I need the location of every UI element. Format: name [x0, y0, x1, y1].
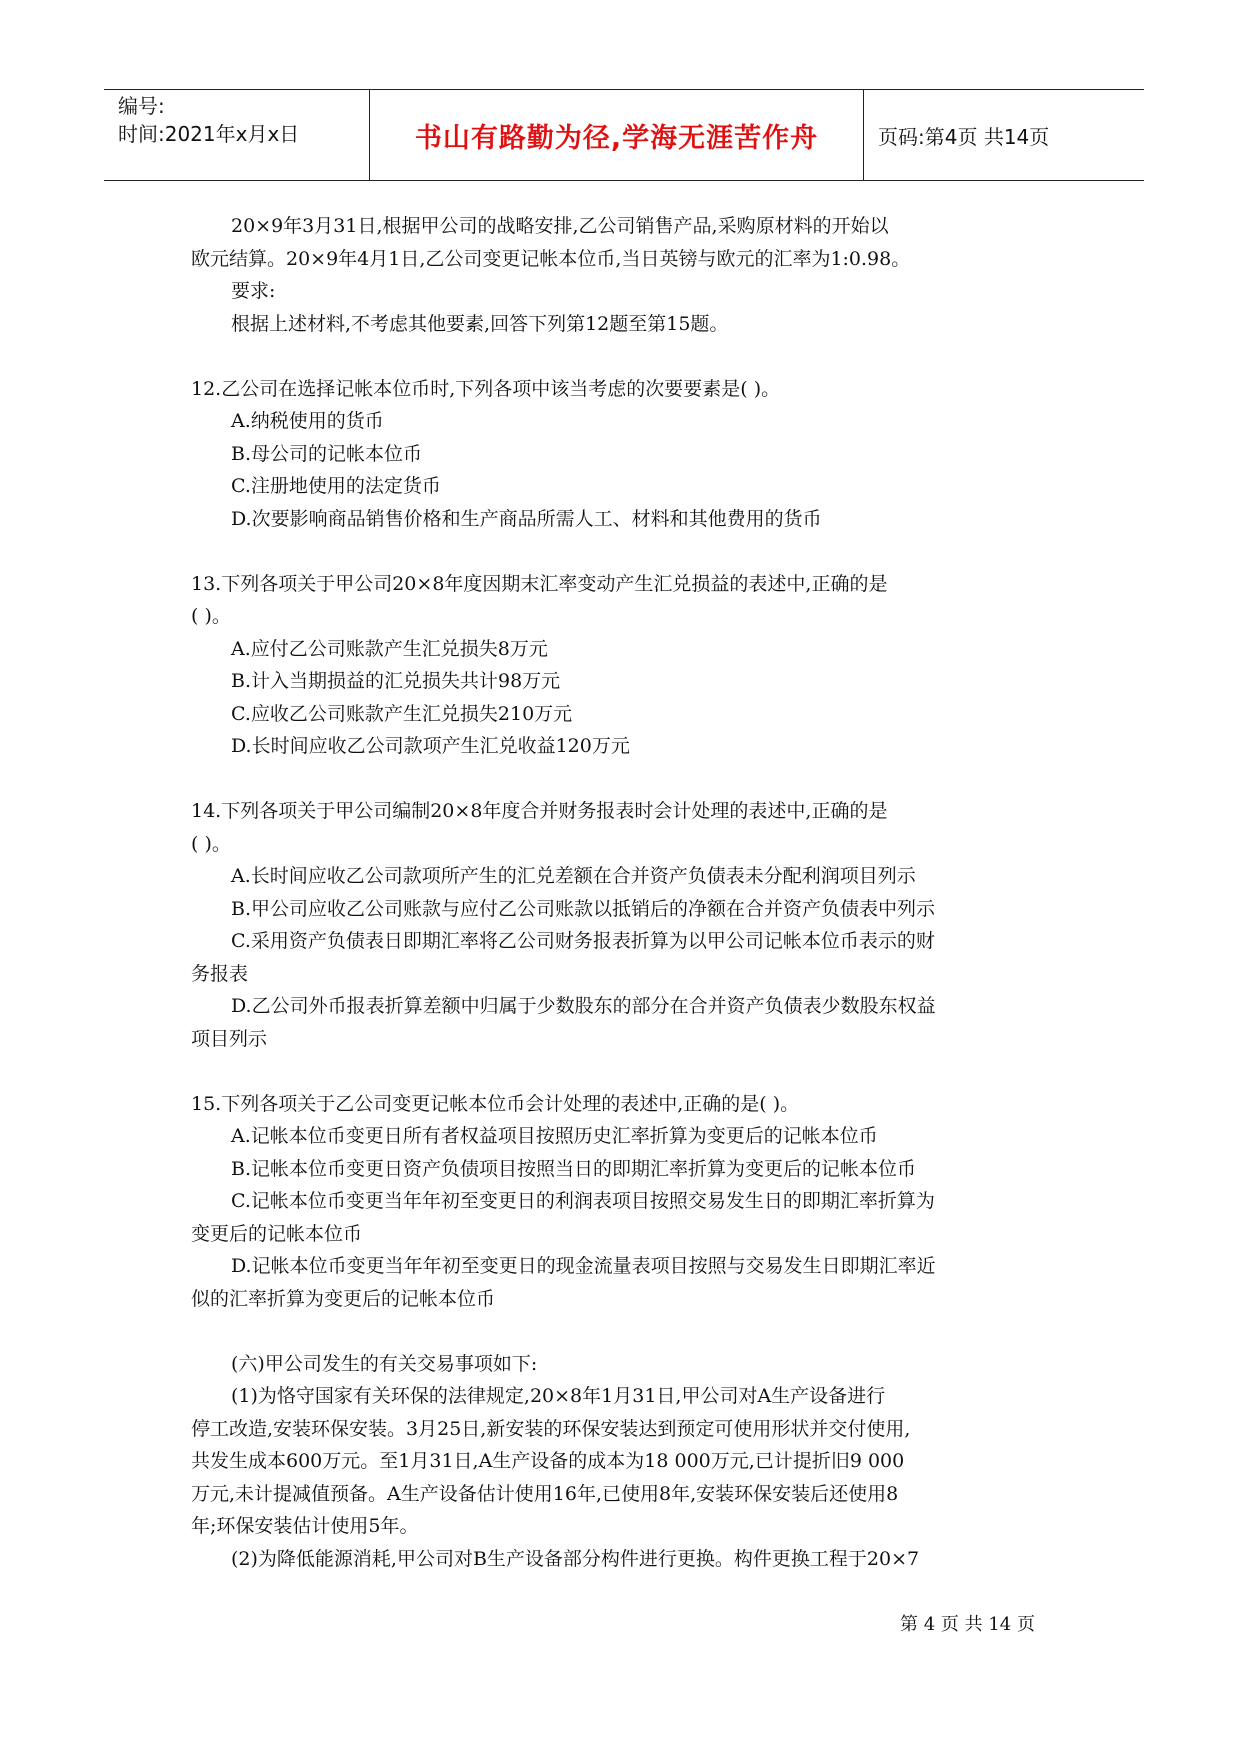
text-line: (2)为降低能源消耗,甲公司对B生产设备部分构件进行更换。构件更换工程于20×7	[231, 1547, 920, 1570]
paragraph-gap	[191, 763, 1061, 796]
footer-page-number: 第 4 页 共 14 页	[900, 1614, 1035, 1635]
header-right-cell	[864, 90, 1144, 180]
text-line: D.长时间应收乙公司款项产生汇兑收益120万元	[231, 735, 630, 757]
text-line: A.记帐本位币变更日所有者权益项目按照历史汇率折算为变更后的记帐本位币	[231, 1125, 878, 1147]
motto-text: 书山有路勤为径,学海无涯苦作舟	[414, 122, 819, 154]
paragraph-gap	[191, 1315, 1061, 1348]
paragraph-gap	[191, 340, 1061, 373]
text-line: D.次要影响商品销售价格和生产商品所需人工、材料和其他费用的货币	[231, 507, 822, 530]
text-line: 根据上述材料,不考虑其他要素,回答下列第12题至第15题。	[231, 312, 729, 335]
text-line: ( )。	[191, 605, 231, 627]
paragraph-gap	[191, 1055, 1061, 1088]
text-line: 20×9年3月31日,根据甲公司的战略安排,乙公司销售产品,采购原材料的开始以	[231, 215, 889, 237]
text-line: D.记帐本位币变更当年年初至变更日的现金流量表项目按照与交易发生日即期汇率近	[231, 1255, 936, 1277]
text-line: (1)为恪守国家有关环保的法律规定,20×8年1月31日,甲公司对A生产设备进行	[231, 1385, 886, 1407]
text-line: 14.下列各项关于甲公司编制20×8年度合并财务报表时会计处理的表述中,正确的是	[191, 800, 888, 822]
text-line: 共发生成本600万元。至1月31日,A生产设备的成本为18 000万元,已计提折旧9 000	[191, 1450, 905, 1472]
text-line: ( )。	[191, 832, 231, 855]
text-line: 变更后的记帐本位币	[191, 1222, 363, 1245]
time-label: 时间:2021年x月x日	[118, 122, 300, 146]
text-line: C.应收乙公司账款产生汇兑损失210万元	[231, 702, 573, 725]
text-line: B.母公司的记帐本位币	[231, 442, 423, 465]
text-line: 12.乙公司在选择记帐本位币时,下列各项中该当考虑的次要要素是( )。	[191, 377, 781, 400]
page-footer	[900, 1610, 1035, 1636]
text-line: (六)甲公司发生的有关交易事项如下:	[231, 1352, 538, 1375]
text-line: C.记帐本位币变更当年年初至变更日的利润表项目按照交易发生日的即期汇率折算为	[231, 1190, 935, 1212]
text-line: 万元,未计提减值预备。A生产设备估计使用16年,已使用8年,安装环保安装后还使用8	[191, 1482, 899, 1505]
paragraph-gap	[191, 535, 1061, 568]
text-line: 要求:	[231, 280, 276, 302]
text-line: D.乙公司外币报表折算差额中归属于少数股东的部分在合并资产负债表少数股东权益	[231, 995, 936, 1017]
text-line: C.注册地使用的法定货币	[231, 475, 441, 497]
text-line: 年;环保安装估计使用5年。	[191, 1515, 419, 1537]
text-line: 项目列示	[191, 1027, 268, 1050]
text-line: C.采用资产负债表日即期汇率将乙公司财务报表折算为以甲公司记帐本位币表示的财	[231, 930, 935, 952]
document-body	[191, 210, 1061, 1575]
text-line: 务报表	[191, 962, 249, 985]
page-header	[104, 89, 1144, 181]
text-line: A.应付乙公司账款产生汇兑损失8万元	[231, 637, 548, 660]
text-line: 15.下列各项关于乙公司变更记帐本位币会计处理的表述中,正确的是( )。	[191, 1092, 800, 1115]
header-motto-cell	[370, 90, 864, 180]
text-line: 欧元结算。20×9年4月1日,乙公司变更记帐本位币,当日英镑与欧元的汇率为1:0.98。	[191, 247, 911, 270]
header-left-cell	[104, 90, 370, 180]
text-line: 似的汇率折算为变更后的记帐本位币	[191, 1287, 496, 1310]
number-label: 编号:	[118, 94, 165, 118]
text-line: 13.下列各项关于甲公司20×8年度因期末汇率变动产生汇兑损益的表述中,正确的是	[191, 572, 888, 595]
text-line: B.计入当期损益的汇兑损失共计98万元	[231, 670, 561, 692]
text-line: B.甲公司应收乙公司账款与应付乙公司账款以抵销后的净额在合并资产负债表中列示	[231, 897, 936, 920]
text-line: 停工改造,安装环保安装。3月25日,新安装的环保安装达到预定可使用形状并交付使用,	[191, 1417, 911, 1440]
page-label: 页码:第4页 共14页	[878, 124, 1050, 149]
text-line: A.长时间应收乙公司款项所产生的汇兑差额在合并资产负债表未分配利润项目列示	[231, 865, 916, 887]
text-line: A.纳税使用的货币	[231, 410, 384, 432]
text-line: B.记帐本位币变更日资产负债项目按照当日的即期汇率折算为变更后的记帐本位币	[231, 1157, 917, 1180]
